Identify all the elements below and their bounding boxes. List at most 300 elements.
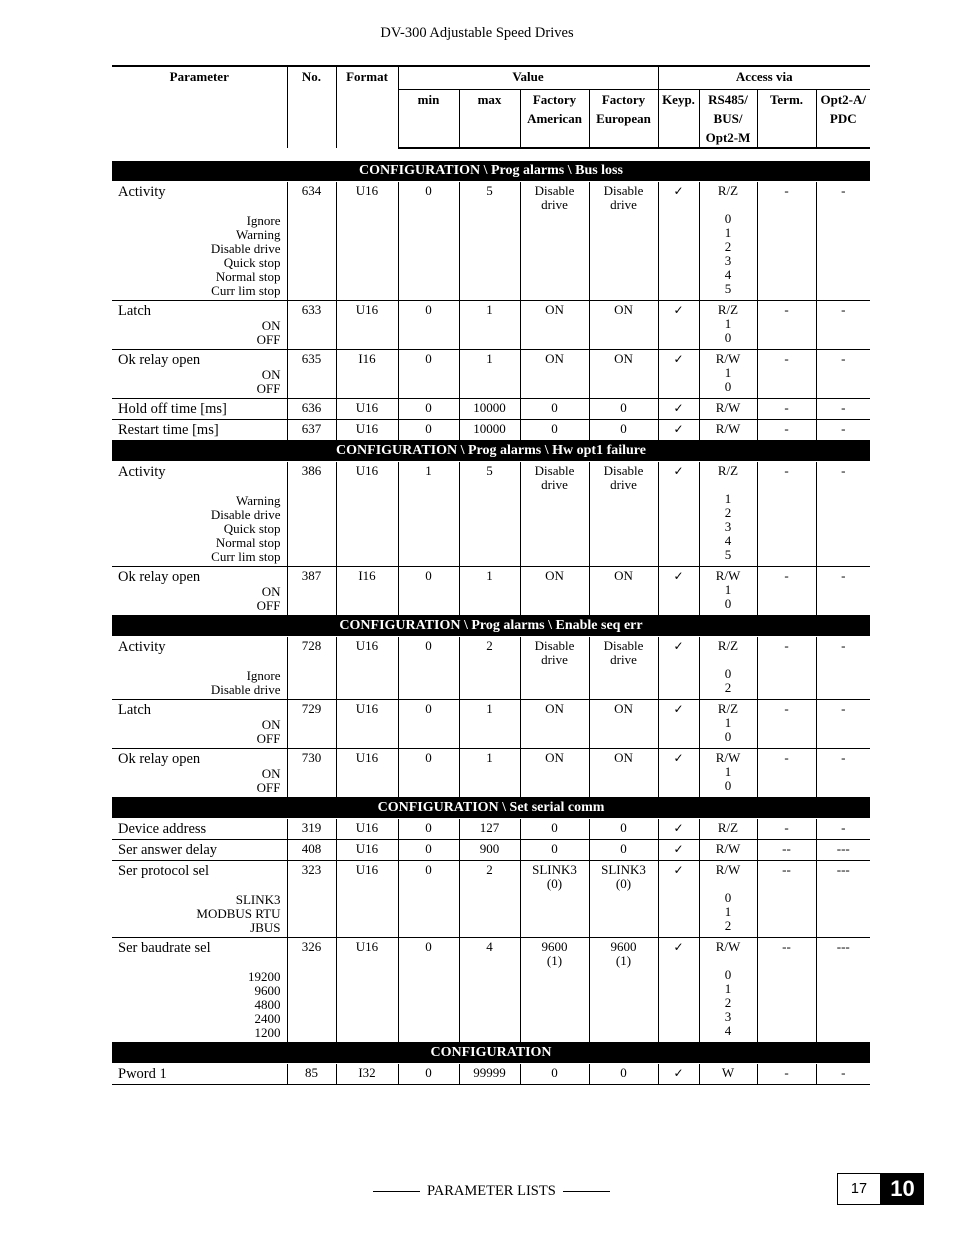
- access-code: 1: [724, 491, 732, 506]
- header-opt2a-line: Opt2-A/: [820, 92, 866, 107]
- access-code: 5: [724, 281, 732, 296]
- cell-opt2a: ---: [816, 938, 870, 1043]
- cell-keyp: ✓: [658, 840, 699, 861]
- cell-opt2a: -: [816, 301, 870, 350]
- cell-rs485: [699, 819, 757, 840]
- param-cell: [112, 861, 287, 938]
- param-cell: [112, 637, 287, 700]
- cell-factory-european-line: 0: [620, 421, 627, 436]
- cell-factory-american-line: 0: [551, 820, 558, 835]
- access-mode: R/W: [715, 841, 741, 856]
- cell-rs485: [699, 840, 757, 861]
- cell-factory-european-line: 0: [620, 820, 627, 835]
- cell-factory-european: [589, 462, 658, 567]
- cell-term: -: [757, 350, 816, 399]
- cell-opt2a: -: [816, 749, 870, 798]
- cell-term: -: [757, 819, 816, 840]
- param-option: ON: [261, 584, 281, 599]
- cell-rs485: [699, 861, 757, 938]
- param-option: Ignore: [246, 213, 281, 228]
- param-option: Curr lim stop: [211, 549, 281, 564]
- cell-min: 0: [398, 301, 459, 350]
- param-option: 9600: [254, 983, 281, 998]
- cell-rs485: [699, 462, 757, 567]
- param-name: Latch: [118, 702, 152, 718]
- param-option: Quick stop: [223, 521, 281, 536]
- table-row: [112, 182, 870, 301]
- cell-factory-american-line: (0): [546, 876, 563, 891]
- access-code: 1: [724, 764, 732, 779]
- cell-opt2a: -: [816, 700, 870, 749]
- table-row: [112, 350, 870, 399]
- param-option: Disable drive: [210, 682, 281, 697]
- header-factory-european: [589, 90, 658, 149]
- cell-factory-european: [589, 861, 658, 938]
- cell-opt2a: -: [816, 1064, 870, 1085]
- cell-max: 2: [459, 861, 520, 938]
- access-codes: [700, 716, 757, 744]
- cell-keyp: ✓: [658, 399, 699, 420]
- param-option: Normal stop: [215, 535, 281, 550]
- param-option: ON: [261, 766, 281, 781]
- param-option: ON: [261, 717, 281, 732]
- section-title: CONFIGURATION: [112, 1043, 870, 1064]
- cell-factory-american-line: 0: [551, 421, 558, 436]
- cell-no: 634: [287, 182, 336, 301]
- cell-format: U16: [336, 938, 398, 1043]
- cell-factory-american-line: drive: [541, 477, 568, 492]
- cell-min: 0: [398, 350, 459, 399]
- param-name: Ok relay open: [118, 569, 201, 585]
- cell-rs485: [699, 700, 757, 749]
- param-name: Ser protocol sel: [118, 863, 210, 879]
- cell-factory-european-line: drive: [610, 477, 637, 492]
- cell-factory-american-line: drive: [541, 197, 568, 212]
- access-code: 2: [724, 918, 732, 933]
- access-mode: W: [721, 1065, 735, 1080]
- cell-min: 0: [398, 840, 459, 861]
- access-codes: [700, 968, 757, 1038]
- header-factory-american-line: American: [527, 111, 582, 126]
- table-row: [112, 1064, 870, 1085]
- access-code: 2: [724, 680, 732, 695]
- param-options: [118, 494, 281, 564]
- cell-min: 1: [398, 462, 459, 567]
- cell-opt2a: -: [816, 399, 870, 420]
- param-option: ON: [261, 318, 281, 333]
- param-option: SLINK3: [235, 892, 281, 907]
- cell-max: 10000: [459, 420, 520, 441]
- param-name: Ser answer delay: [118, 842, 218, 858]
- param-name: Activity: [118, 184, 166, 200]
- table-row: [112, 462, 870, 567]
- access-code: 1: [724, 365, 732, 380]
- cell-no: 729: [287, 700, 336, 749]
- cell-no: 730: [287, 749, 336, 798]
- access-code: 0: [724, 379, 732, 394]
- param-cell: [112, 301, 287, 350]
- header-keyp: Keyp.: [658, 90, 699, 149]
- cell-opt2a: -: [816, 350, 870, 399]
- param-cell: [112, 182, 287, 301]
- param-option: Disable drive: [210, 507, 281, 522]
- header-rs485: [699, 90, 757, 149]
- param-option: Curr lim stop: [211, 283, 281, 298]
- cell-factory-european-line: 0: [620, 400, 627, 415]
- cell-format: U16: [336, 861, 398, 938]
- cell-factory-european: [589, 819, 658, 840]
- param-option: 19200: [248, 969, 281, 984]
- access-codes: [700, 366, 757, 394]
- gap-cell: [112, 148, 870, 161]
- cell-factory-american-line: ON: [545, 750, 564, 765]
- cell-min: 0: [398, 399, 459, 420]
- param-name: Activity: [118, 639, 166, 655]
- section-header: [112, 1043, 870, 1064]
- header-parameter: Parameter: [112, 66, 287, 148]
- cell-factory-american: [520, 749, 589, 798]
- param-options: [118, 669, 281, 697]
- cell-keyp: ✓: [658, 462, 699, 567]
- cell-factory-american-line: 0: [551, 1065, 558, 1080]
- cell-rs485: [699, 350, 757, 399]
- cell-keyp: ✓: [658, 819, 699, 840]
- access-code: 5: [724, 547, 732, 562]
- cell-factory-american: [520, 1064, 589, 1085]
- access-code: 3: [724, 519, 732, 534]
- cell-factory-european-line: ON: [614, 701, 633, 716]
- param-cell: [112, 567, 287, 616]
- footer-label: PARAMETER LISTS: [427, 1183, 556, 1199]
- cell-format: U16: [336, 182, 398, 301]
- access-mode: R/Z: [717, 463, 739, 478]
- cell-min: 0: [398, 420, 459, 441]
- cell-factory-european-line: ON: [614, 568, 633, 583]
- access-code: 1: [724, 225, 732, 240]
- table-row: [112, 749, 870, 798]
- param-cell: [112, 938, 287, 1043]
- access-code: 4: [724, 533, 732, 548]
- cell-keyp: ✓: [658, 350, 699, 399]
- cell-term: --: [757, 861, 816, 938]
- table-header: [112, 66, 870, 148]
- cell-factory-european-line: 9600: [610, 939, 637, 954]
- header-rs485-line: RS485/: [708, 92, 748, 107]
- cell-keyp: ✓: [658, 861, 699, 938]
- cell-term: -: [757, 637, 816, 700]
- document-title: DV-300 Adjustable Speed Drives: [380, 25, 574, 41]
- cell-term: --: [757, 938, 816, 1043]
- cell-rs485: [699, 637, 757, 700]
- cell-format: I16: [336, 350, 398, 399]
- param-option: Normal stop: [215, 269, 281, 284]
- param-option: 4800: [254, 997, 281, 1012]
- header-factory-european-line: European: [596, 111, 651, 126]
- access-codes: [700, 583, 757, 611]
- cell-factory-european: [589, 840, 658, 861]
- access-code: 4: [724, 267, 732, 282]
- cell-format: U16: [336, 819, 398, 840]
- access-code: 1: [724, 316, 732, 331]
- param-option: Warning: [236, 227, 281, 242]
- param-option: OFF: [256, 780, 281, 795]
- cell-format: U16: [336, 399, 398, 420]
- cell-opt2a: ---: [816, 840, 870, 861]
- chapter-number: 10: [881, 1173, 924, 1205]
- header-gap: [112, 148, 870, 161]
- param-cell: [112, 700, 287, 749]
- header-max: max: [459, 90, 520, 149]
- section-title: CONFIGURATION \ Set serial comm: [112, 798, 870, 819]
- cell-factory-american: [520, 301, 589, 350]
- cell-term: -: [757, 462, 816, 567]
- cell-opt2a: ---: [816, 861, 870, 938]
- param-cell: [112, 420, 287, 441]
- param-option: Ignore: [246, 668, 281, 683]
- access-mode: R/W: [715, 351, 741, 366]
- access-code: 2: [724, 995, 732, 1010]
- cell-term: -: [757, 700, 816, 749]
- cell-rs485: [699, 749, 757, 798]
- cell-factory-american: [520, 840, 589, 861]
- param-options: [118, 767, 281, 795]
- section-header: [112, 441, 870, 462]
- cell-min: 0: [398, 819, 459, 840]
- header-no: No.: [287, 66, 336, 148]
- cell-factory-american: [520, 861, 589, 938]
- cell-factory-european-line: (1): [615, 953, 632, 968]
- cell-factory-american: [520, 350, 589, 399]
- cell-factory-european-line: ON: [614, 750, 633, 765]
- table-row: [112, 819, 870, 840]
- access-mode: R/W: [715, 750, 741, 765]
- table-row: [112, 938, 870, 1043]
- access-code: 0: [724, 666, 732, 681]
- cell-min: 0: [398, 700, 459, 749]
- table-row: [112, 840, 870, 861]
- cell-factory-american: [520, 700, 589, 749]
- table-body: [112, 148, 870, 1085]
- access-mode: R/Z: [717, 638, 739, 653]
- param-name: Restart time [ms]: [118, 422, 219, 438]
- cell-factory-european-line: SLINK3: [601, 862, 646, 877]
- cell-format: U16: [336, 840, 398, 861]
- cell-min: 0: [398, 637, 459, 700]
- header-rs485-line: BUS/: [713, 111, 743, 126]
- cell-opt2a: -: [816, 637, 870, 700]
- header-opt2a-line: PDC: [829, 111, 857, 126]
- param-options: [118, 970, 281, 1040]
- cell-max: 127: [459, 819, 520, 840]
- cell-term: -: [757, 182, 816, 301]
- cell-max: 1: [459, 749, 520, 798]
- param-option: Disable drive: [210, 241, 281, 256]
- cell-opt2a: -: [816, 819, 870, 840]
- param-option: MODBUS RTU: [196, 906, 281, 921]
- access-code: 2: [724, 239, 732, 254]
- cell-min: 0: [398, 938, 459, 1043]
- access-code: 0: [724, 967, 732, 982]
- param-name: Device address: [118, 821, 207, 837]
- cell-keyp: ✓: [658, 938, 699, 1043]
- cell-format: I16: [336, 567, 398, 616]
- cell-no: 387: [287, 567, 336, 616]
- access-codes: [700, 317, 757, 345]
- cell-max: 5: [459, 182, 520, 301]
- cell-factory-european-line: ON: [614, 351, 633, 366]
- cell-min: 0: [398, 182, 459, 301]
- param-cell: [112, 399, 287, 420]
- access-codes: [700, 492, 757, 562]
- cell-factory-european: [589, 182, 658, 301]
- access-mode: R/W: [715, 400, 741, 415]
- cell-factory-european: [589, 700, 658, 749]
- cell-keyp: ✓: [658, 637, 699, 700]
- param-cell: [112, 350, 287, 399]
- cell-factory-european-line: (0): [615, 876, 632, 891]
- param-cell: [112, 749, 287, 798]
- access-codes: [700, 212, 757, 296]
- param-name: Ok relay open: [118, 751, 201, 767]
- param-name: Ok relay open: [118, 352, 201, 368]
- cell-factory-american-line: drive: [541, 652, 568, 667]
- cell-factory-american-line: (1): [546, 953, 563, 968]
- access-mode: R/W: [715, 568, 741, 583]
- cell-factory-european: [589, 399, 658, 420]
- param-option: OFF: [256, 598, 281, 613]
- param-option: Warning: [236, 493, 281, 508]
- access-code: 1: [724, 582, 732, 597]
- cell-format: U16: [336, 700, 398, 749]
- section-header: [112, 616, 870, 637]
- param-options: [118, 319, 281, 347]
- cell-max: 5: [459, 462, 520, 567]
- cell-format: U16: [336, 749, 398, 798]
- param-name: Activity: [118, 464, 166, 480]
- param-name: Pword 1: [118, 1066, 167, 1082]
- cell-no: 408: [287, 840, 336, 861]
- cell-factory-european: [589, 1064, 658, 1085]
- cell-factory-american-line: 0: [551, 400, 558, 415]
- param-option: Quick stop: [223, 255, 281, 270]
- cell-opt2a: -: [816, 182, 870, 301]
- table-row: [112, 700, 870, 749]
- cell-factory-american-line: 9600: [541, 939, 568, 954]
- param-cell: [112, 1064, 287, 1085]
- header-rs485-line: Opt2-M: [705, 130, 751, 145]
- cell-no: 386: [287, 462, 336, 567]
- access-codes: [700, 667, 757, 695]
- access-mode: R/Z: [717, 302, 739, 317]
- cell-max: 900: [459, 840, 520, 861]
- access-mode: R/W: [715, 939, 741, 954]
- access-code: 1: [724, 904, 732, 919]
- cell-keyp: ✓: [658, 1064, 699, 1085]
- cell-factory-american: [520, 462, 589, 567]
- param-name: Ser baudrate sel: [118, 940, 211, 956]
- param-option: OFF: [256, 381, 281, 396]
- header-factory-european-line: Factory: [601, 92, 646, 107]
- cell-factory-european-line: Disable: [603, 638, 644, 653]
- access-code: 0: [724, 211, 732, 226]
- cell-term: --: [757, 840, 816, 861]
- cell-factory-european-line: Disable: [603, 183, 644, 198]
- access-code: 0: [724, 890, 732, 905]
- cell-factory-american-line: ON: [545, 568, 564, 583]
- access-code: 2: [724, 505, 732, 520]
- cell-factory-european-line: Disable: [603, 463, 644, 478]
- cell-max: 1: [459, 301, 520, 350]
- cell-factory-european: [589, 567, 658, 616]
- cell-max: 1: [459, 700, 520, 749]
- cell-max: 10000: [459, 399, 520, 420]
- header-access-via: Access via: [658, 66, 870, 90]
- param-option: JBUS: [250, 920, 281, 935]
- cell-no: 319: [287, 819, 336, 840]
- cell-keyp: ✓: [658, 301, 699, 350]
- cell-keyp: ✓: [658, 567, 699, 616]
- cell-no: 323: [287, 861, 336, 938]
- cell-factory-european-line: 0: [620, 841, 627, 856]
- access-code: 3: [724, 1009, 732, 1024]
- header-opt2a: [816, 90, 870, 149]
- cell-no: 637: [287, 420, 336, 441]
- cell-keyp: ✓: [658, 420, 699, 441]
- cell-factory-american-line: Disable: [534, 463, 575, 478]
- header-factory-american: [520, 90, 589, 149]
- section-header: [112, 161, 870, 182]
- cell-factory-american: [520, 637, 589, 700]
- section-header: [112, 798, 870, 819]
- access-code: 1: [724, 981, 732, 996]
- header-min: min: [398, 90, 459, 149]
- page-footer: [366, 1183, 617, 1200]
- cell-factory-american: [520, 420, 589, 441]
- table-row: [112, 399, 870, 420]
- access-code: 3: [724, 253, 732, 268]
- cell-min: 0: [398, 567, 459, 616]
- cell-max: 1: [459, 350, 520, 399]
- header-factory-american-line: Factory: [532, 92, 577, 107]
- param-option: OFF: [256, 332, 281, 347]
- param-cell: [112, 840, 287, 861]
- cell-keyp: ✓: [658, 749, 699, 798]
- access-mode: R/W: [715, 421, 741, 436]
- cell-no: 633: [287, 301, 336, 350]
- cell-rs485: [699, 938, 757, 1043]
- access-code: 4: [724, 1023, 732, 1038]
- param-option: ON: [261, 367, 281, 382]
- access-code: 0: [724, 729, 732, 744]
- cell-keyp: ✓: [658, 182, 699, 301]
- access-code: 1: [724, 715, 732, 730]
- cell-no: 728: [287, 637, 336, 700]
- cell-rs485: [699, 301, 757, 350]
- cell-format: U16: [336, 462, 398, 567]
- cell-term: -: [757, 1064, 816, 1085]
- cell-factory-european-line: drive: [610, 197, 637, 212]
- cell-factory-european: [589, 420, 658, 441]
- cell-term: -: [757, 749, 816, 798]
- footer-rule-left: [373, 1191, 420, 1192]
- cell-term: -: [757, 420, 816, 441]
- table-row: [112, 637, 870, 700]
- param-options: [118, 214, 281, 298]
- cell-factory-american: [520, 938, 589, 1043]
- access-mode: R/Z: [717, 820, 739, 835]
- cell-max: 2: [459, 637, 520, 700]
- cell-factory-european-line: drive: [610, 652, 637, 667]
